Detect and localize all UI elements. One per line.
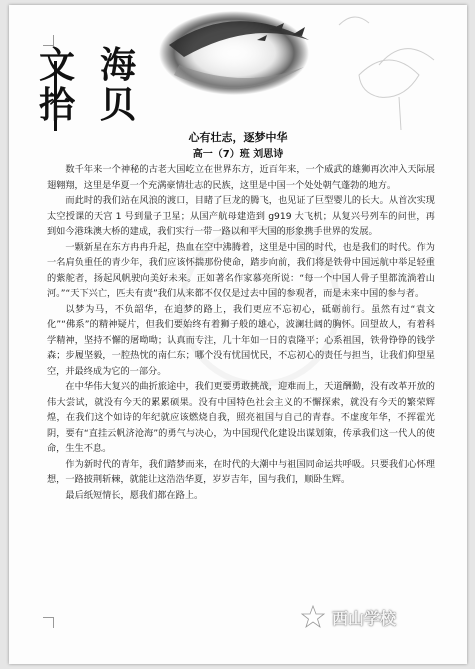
- article-body: [47, 162, 435, 503]
- paragraph: 在中华伟大复兴的曲折旅途中，我们更要勇敢挑战，迎难而上，天道酬勤，没有改革开放的伟大尝试，就没有今天的累累硕果。没有中国特色社会主义的不懈探索，就没有今天的繁荣辉煌，在我们这个如诗的年纪就应该燃烧自我，照亮祖国与自己的青春。不虚度年华，不挥霍光阴，要有“直挂云帆济沧海”的勇气与决心，为中国现代化建设出谋划策，传承我们这一代人的使命，生生不息。: [47, 381, 435, 454]
- paragraph: 一颗新星在东方冉冉升起，热血在空中沸腾着，这里是中国的时代，也是我们的时代。作为一名肩负重任的青少年，我们应该怀揣那份使命，踏步向前，我们将是铁骨中国远航中举足轻重的紫舵者，扬起风帆驶向美好未来。正如著名作家慕亮所说：“每一个中国人骨子里都流淌着山河。”“天下兴亡，匹夫有责”我们从来都不仅仅是过去中国的参观者，而是未来中国的参与者。: [47, 241, 435, 299]
- school-watermark: [300, 604, 396, 630]
- paragraph: 以梦为马，不负韶华，在追梦的路上，我们更应不忘初心，砥砺前行。虽然有过“袁文化”“佛系”的精神疑片，但我们要始终有着狮子般的雄心，波澜壮阔的胸怀。回望故人，有着科学精神，坚持不懈的屠呦呦；认真而专注，几十年如一日的袁隆平；心系祖国，铁骨铮铮的钱学森；步履坚毅，一腔热忱的南仁东；哪个没有忧国忧民，不忘初心的责任与担当，让我们仰望星空，并最终成为它的一部分。: [47, 303, 435, 377]
- watermark-text: 西山学校: [332, 608, 397, 628]
- crop-mark-bottom-left: [43, 617, 54, 628]
- paragraph: 而此时的我们站在风浪的渡口，目睹了巨龙的腾飞，也见证了巨型婴儿的长大。从首次实现太空授课的天宫 1 号到量子卫星；从国产航母建造到 g919 大飞机；从复兴号列车的问世，再到如今港珠澳大桥的建成，我们实行一带一路以和平大国的形象携手世界的发展。: [47, 195, 435, 237]
- masthead-char: 拾: [39, 84, 76, 126]
- document-page: [9, 5, 467, 664]
- ink-landscape-illustration: [9, 5, 467, 135]
- article-title: 心有壮志，逐梦中华: [188, 131, 288, 144]
- paragraph: 最后纸短情长，愿我们都在路上。: [65, 489, 204, 501]
- article-byline: 高一（7）班 刘思诗: [192, 149, 284, 160]
- paragraph: 作为新时代的青年，我们踏梦而来，在时代的大潮中与祖国同命运共呼吸。只要我们心怀理想，一路披荆斩棘，就能让这浩浩华夏，岁岁吉年，国与我们，顺卧生辉。: [47, 458, 435, 485]
- paragraph: 数千年来一个神秘的古老大国屹立在世界东方，近百年来，一个威武的雄狮再次冲入天际展翅翱翔，这里是华夏一个充满豪情壮志的民族，这里是中国一个处处朝气蓬勃的地方。: [47, 164, 435, 191]
- masthead-char: 文: [39, 44, 76, 86]
- school-logo-icon: [300, 604, 326, 630]
- masthead-char: 海: [100, 44, 137, 86]
- masthead-char: 贝: [100, 84, 137, 126]
